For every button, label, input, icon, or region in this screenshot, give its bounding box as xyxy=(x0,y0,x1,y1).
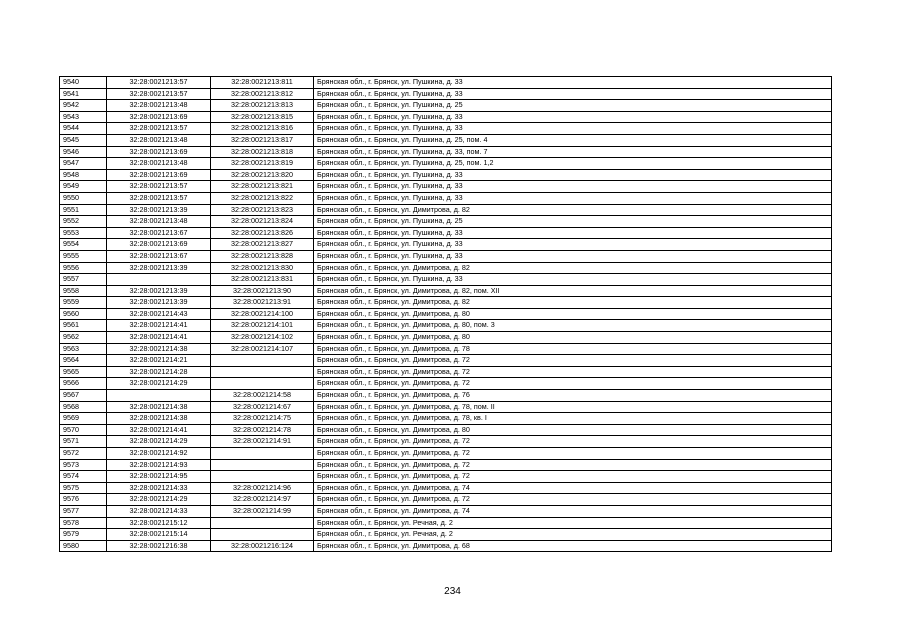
parent-cadastral-number-cell xyxy=(107,274,211,286)
table-row xyxy=(60,540,832,552)
row-number-cell: 9564 xyxy=(60,355,107,367)
parent-cadastral-number-cell: 32:28:0021213:57 xyxy=(107,181,211,193)
row-number-cell: 9541 xyxy=(60,88,107,100)
row-number-cell: 9568 xyxy=(60,401,107,413)
cadastral-number-cell: 32:28:0021213:811 xyxy=(211,77,314,89)
address-cell: Брянская обл., г. Брянск, ул. Димитрова, д. 78, кв. I xyxy=(314,413,832,425)
cadastral-number-cell xyxy=(211,355,314,367)
row-number-cell: 9577 xyxy=(60,505,107,517)
parent-cadastral-number-cell: 32:28:0021214:33 xyxy=(107,482,211,494)
table-row xyxy=(60,250,832,262)
parent-cadastral-number-cell: 32:28:0021215:12 xyxy=(107,517,211,529)
cadastral-number-cell: 32:28:0021213:826 xyxy=(211,227,314,239)
table-row xyxy=(60,192,832,204)
parent-cadastral-number-cell: 32:28:0021213:67 xyxy=(107,227,211,239)
parent-cadastral-number-cell: 32:28:0021213:69 xyxy=(107,146,211,158)
table-row xyxy=(60,413,832,425)
cadastral-number-cell: 32:28:0021213:819 xyxy=(211,158,314,170)
address-cell: Брянская обл., г. Брянск, ул. Пушкина, д. 33 xyxy=(314,227,832,239)
row-number-cell: 9571 xyxy=(60,436,107,448)
address-cell: Брянская обл., г. Брянск, ул. Димитрова, д. 80 xyxy=(314,424,832,436)
cadastral-number-cell: 32:28:0021214:96 xyxy=(211,482,314,494)
address-cell: Брянская обл., г. Брянск, ул. Пушкина, д. 33 xyxy=(314,88,832,100)
cadastral-number-cell xyxy=(211,378,314,390)
address-cell: Брянская обл., г. Брянск, ул. Димитрова, д. 82 xyxy=(314,297,832,309)
table-row xyxy=(60,204,832,216)
table-row xyxy=(60,123,832,135)
cadastral-number-cell: 32:28:0021214:67 xyxy=(211,401,314,413)
table-row xyxy=(60,436,832,448)
table-row xyxy=(60,158,832,170)
cadastral-number-cell: 32:28:0021214:99 xyxy=(211,505,314,517)
row-number-cell: 9578 xyxy=(60,517,107,529)
cadastral-number-cell: 32:28:0021214:100 xyxy=(211,308,314,320)
table-row xyxy=(60,517,832,529)
address-cell: Брянская обл., г. Брянск, ул. Димитрова, д. 82 xyxy=(314,204,832,216)
cadastral-number-cell: 32:28:0021213:816 xyxy=(211,123,314,135)
parent-cadastral-number-cell: 32:28:0021213:69 xyxy=(107,111,211,123)
parent-cadastral-number-cell: 32:28:0021213:57 xyxy=(107,88,211,100)
table-row xyxy=(60,100,832,112)
table-row xyxy=(60,134,832,146)
row-number-cell: 9579 xyxy=(60,529,107,541)
cadastral-number-cell: 32:28:0021213:91 xyxy=(211,297,314,309)
row-number-cell: 9558 xyxy=(60,285,107,297)
address-cell: Брянская обл., г. Брянск, ул. Пушкина, д. 33 xyxy=(314,77,832,89)
row-number-cell: 9548 xyxy=(60,169,107,181)
address-cell: Брянская обл., г. Брянск, ул. Пушкина, д. 33 xyxy=(314,169,832,181)
row-number-cell: 9552 xyxy=(60,216,107,228)
address-cell: Брянская обл., г. Брянск, ул. Димитрова, д. 78 xyxy=(314,343,832,355)
cadastral-number-cell: 32:28:0021214:102 xyxy=(211,332,314,344)
address-cell: Брянская обл., г. Брянск, ул. Димитрова, д. 80, пом. 3 xyxy=(314,320,832,332)
parent-cadastral-number-cell: 32:28:0021214:28 xyxy=(107,366,211,378)
cadastral-number-cell: 32:28:0021216:124 xyxy=(211,540,314,552)
row-number-cell: 9549 xyxy=(60,181,107,193)
table-row xyxy=(60,285,832,297)
cadastral-number-cell: 32:28:0021213:828 xyxy=(211,250,314,262)
row-number-cell: 9547 xyxy=(60,158,107,170)
address-cell: Брянская обл., г. Брянск, ул. Димитрова, д. 72 xyxy=(314,459,832,471)
parent-cadastral-number-cell xyxy=(107,390,211,402)
table-row xyxy=(60,355,832,367)
table-row xyxy=(60,111,832,123)
table-row xyxy=(60,459,832,471)
row-number-cell: 9540 xyxy=(60,77,107,89)
address-cell: Брянская обл., г. Брянск, ул. Пушкина, д. 33, пом. 7 xyxy=(314,146,832,158)
row-number-cell: 9561 xyxy=(60,320,107,332)
row-number-cell: 9566 xyxy=(60,378,107,390)
cadastral-number-cell: 32:28:0021213:821 xyxy=(211,181,314,193)
address-cell: Брянская обл., г. Брянск, ул. Пушкина, д. 33 xyxy=(314,239,832,251)
address-cell: Брянская обл., г. Брянск, ул. Димитрова, д. 72 xyxy=(314,436,832,448)
table-row xyxy=(60,227,832,239)
row-number-cell: 9570 xyxy=(60,424,107,436)
parent-cadastral-number-cell: 32:28:0021213:69 xyxy=(107,239,211,251)
cadastral-number-cell xyxy=(211,448,314,460)
parent-cadastral-number-cell: 32:28:0021215:14 xyxy=(107,529,211,541)
address-cell: Брянская обл., г. Брянск, ул. Димитрова, д. 72 xyxy=(314,494,832,506)
table-row xyxy=(60,308,832,320)
parent-cadastral-number-cell: 32:28:0021214:41 xyxy=(107,332,211,344)
row-number-cell: 9576 xyxy=(60,494,107,506)
table-row xyxy=(60,366,832,378)
table-row xyxy=(60,77,832,89)
parent-cadastral-number-cell: 32:28:0021214:95 xyxy=(107,471,211,483)
table-row xyxy=(60,471,832,483)
row-number-cell: 9556 xyxy=(60,262,107,274)
cadastral-number-cell xyxy=(211,459,314,471)
address-cell: Брянская обл., г. Брянск, ул. Димитрова, д. 72 xyxy=(314,366,832,378)
address-cell: Брянская обл., г. Брянск, ул. Димитрова, д. 72 xyxy=(314,355,832,367)
parent-cadastral-number-cell: 32:28:0021213:48 xyxy=(107,134,211,146)
cadastral-number-cell: 32:28:0021213:822 xyxy=(211,192,314,204)
row-number-cell: 9543 xyxy=(60,111,107,123)
parent-cadastral-number-cell: 32:28:0021213:67 xyxy=(107,250,211,262)
table-body xyxy=(60,77,832,552)
parent-cadastral-number-cell: 32:28:0021214:38 xyxy=(107,343,211,355)
row-number-cell: 9563 xyxy=(60,343,107,355)
table-row xyxy=(60,343,832,355)
cadastral-number-cell: 32:28:0021213:815 xyxy=(211,111,314,123)
row-number-cell: 9575 xyxy=(60,482,107,494)
row-number-cell: 9559 xyxy=(60,297,107,309)
cadastral-number-cell: 32:28:0021214:97 xyxy=(211,494,314,506)
table-row xyxy=(60,401,832,413)
parent-cadastral-number-cell: 32:28:0021214:29 xyxy=(107,494,211,506)
row-number-cell: 9580 xyxy=(60,540,107,552)
address-cell: Брянская обл., г. Брянск, ул. Речная, д. 2 xyxy=(314,529,832,541)
cadastral-number-cell xyxy=(211,366,314,378)
address-cell: Брянская обл., г. Брянск, ул. Пушкина, д. 33 xyxy=(314,250,832,262)
cadastral-number-cell: 32:28:0021214:91 xyxy=(211,436,314,448)
cadastral-number-cell: 32:28:0021214:107 xyxy=(211,343,314,355)
row-number-cell: 9567 xyxy=(60,390,107,402)
cadastral-number-cell: 32:28:0021213:831 xyxy=(211,274,314,286)
address-cell: Брянская обл., г. Брянск, ул. Димитрова, д. 76 xyxy=(314,390,832,402)
cadastral-number-cell: 32:28:0021213:818 xyxy=(211,146,314,158)
parent-cadastral-number-cell: 32:28:0021213:39 xyxy=(107,262,211,274)
cadastral-number-cell: 32:28:0021214:78 xyxy=(211,424,314,436)
table-row xyxy=(60,482,832,494)
row-number-cell: 9550 xyxy=(60,192,107,204)
table-row xyxy=(60,505,832,517)
cadastral-table xyxy=(59,76,832,552)
table-row xyxy=(60,146,832,158)
cadastral-number-cell: 32:28:0021213:812 xyxy=(211,88,314,100)
address-cell: Брянская обл., г. Брянск, ул. Димитрова, д. 82 xyxy=(314,262,832,274)
page-number: 234 xyxy=(444,586,461,597)
row-number-cell: 9572 xyxy=(60,448,107,460)
address-cell: Брянская обл., г. Брянск, ул. Димитрова, д. 80 xyxy=(314,308,832,320)
row-number-cell: 9555 xyxy=(60,250,107,262)
cadastral-number-cell: 32:28:0021213:824 xyxy=(211,216,314,228)
row-number-cell: 9553 xyxy=(60,227,107,239)
cadastral-number-cell: 32:28:0021213:823 xyxy=(211,204,314,216)
address-cell: Брянская обл., г. Брянск, ул. Димитрова, д. 68 xyxy=(314,540,832,552)
parent-cadastral-number-cell: 32:28:0021213:57 xyxy=(107,77,211,89)
table-row xyxy=(60,274,832,286)
row-number-cell: 9557 xyxy=(60,274,107,286)
parent-cadastral-number-cell: 32:28:0021213:39 xyxy=(107,297,211,309)
address-cell: Брянская обл., г. Брянск, ул. Димитрова, д. 74 xyxy=(314,482,832,494)
row-number-cell: 9569 xyxy=(60,413,107,425)
cadastral-number-cell: 32:28:0021213:817 xyxy=(211,134,314,146)
row-number-cell: 9562 xyxy=(60,332,107,344)
table-row xyxy=(60,424,832,436)
parent-cadastral-number-cell: 32:28:0021213:39 xyxy=(107,285,211,297)
address-cell: Брянская обл., г. Брянск, ул. Пушкина, д. 25, пом. 4 xyxy=(314,134,832,146)
address-cell: Брянская обл., г. Брянск, ул. Пушкина, д. 25 xyxy=(314,100,832,112)
row-number-cell: 9565 xyxy=(60,366,107,378)
row-number-cell: 9546 xyxy=(60,146,107,158)
parent-cadastral-number-cell: 32:28:0021214:29 xyxy=(107,436,211,448)
parent-cadastral-number-cell: 32:28:0021214:38 xyxy=(107,413,211,425)
table-row xyxy=(60,239,832,251)
table-row xyxy=(60,390,832,402)
row-number-cell: 9574 xyxy=(60,471,107,483)
table-row xyxy=(60,181,832,193)
address-cell: Брянская обл., г. Брянск, ул. Пушкина, д. 25, пом. 1,2 xyxy=(314,158,832,170)
cadastral-number-cell: 32:28:0021213:813 xyxy=(211,100,314,112)
address-cell: Брянская обл., г. Брянск, ул. Пушкина, д. 33 xyxy=(314,192,832,204)
table-row xyxy=(60,448,832,460)
cadastral-number-cell: 32:28:0021213:830 xyxy=(211,262,314,274)
parent-cadastral-number-cell: 32:28:0021213:48 xyxy=(107,100,211,112)
address-cell: Брянская обл., г. Брянск, ул. Димитрова, д. 72 xyxy=(314,378,832,390)
cadastral-number-cell: 32:28:0021214:75 xyxy=(211,413,314,425)
cadastral-number-cell: 32:28:0021214:101 xyxy=(211,320,314,332)
cadastral-number-cell: 32:28:0021213:827 xyxy=(211,239,314,251)
table-row xyxy=(60,88,832,100)
table-row xyxy=(60,332,832,344)
cadastral-number-cell: 32:28:0021213:820 xyxy=(211,169,314,181)
table-row xyxy=(60,216,832,228)
parent-cadastral-number-cell: 32:28:0021214:43 xyxy=(107,308,211,320)
parent-cadastral-number-cell: 32:28:0021214:21 xyxy=(107,355,211,367)
cadastral-number-cell xyxy=(211,471,314,483)
table-row xyxy=(60,529,832,541)
address-cell: Брянская обл., г. Брянск, ул. Димитрова, д. 80 xyxy=(314,332,832,344)
row-number-cell: 9551 xyxy=(60,204,107,216)
parent-cadastral-number-cell: 32:28:0021216:38 xyxy=(107,540,211,552)
parent-cadastral-number-cell: 32:28:0021213:57 xyxy=(107,123,211,135)
parent-cadastral-number-cell: 32:28:0021214:33 xyxy=(107,505,211,517)
address-cell: Брянская обл., г. Брянск, ул. Димитрова, д. 72 xyxy=(314,471,832,483)
row-number-cell: 9573 xyxy=(60,459,107,471)
table-row xyxy=(60,494,832,506)
table-row xyxy=(60,169,832,181)
address-cell: Брянская обл., г. Брянск, ул. Пушкина, д. 33 xyxy=(314,123,832,135)
address-cell: Брянская обл., г. Брянск, ул. Пушкина, д. 33 xyxy=(314,111,832,123)
table-row xyxy=(60,262,832,274)
address-cell: Брянская обл., г. Брянск, ул. Пушкина, д. 33 xyxy=(314,274,832,286)
row-number-cell: 9560 xyxy=(60,308,107,320)
row-number-cell: 9544 xyxy=(60,123,107,135)
parent-cadastral-number-cell: 32:28:0021214:41 xyxy=(107,320,211,332)
parent-cadastral-number-cell: 32:28:0021214:93 xyxy=(107,459,211,471)
parent-cadastral-number-cell: 32:28:0021214:29 xyxy=(107,378,211,390)
parent-cadastral-number-cell: 32:28:0021213:39 xyxy=(107,204,211,216)
cadastral-number-cell xyxy=(211,529,314,541)
row-number-cell: 9542 xyxy=(60,100,107,112)
address-cell: Брянская обл., г. Брянск, ул. Речная, д. 2 xyxy=(314,517,832,529)
table-row xyxy=(60,297,832,309)
row-number-cell: 9554 xyxy=(60,239,107,251)
cadastral-number-cell: 32:28:0021213:90 xyxy=(211,285,314,297)
table-row xyxy=(60,320,832,332)
parent-cadastral-number-cell: 32:28:0021213:57 xyxy=(107,192,211,204)
row-number-cell: 9545 xyxy=(60,134,107,146)
address-cell: Брянская обл., г. Брянск, ул. Димитрова, д. 78, пом. II xyxy=(314,401,832,413)
parent-cadastral-number-cell: 32:28:0021213:69 xyxy=(107,169,211,181)
parent-cadastral-number-cell: 32:28:0021213:48 xyxy=(107,158,211,170)
address-cell: Брянская обл., г. Брянск, ул. Димитрова, д. 82, пом. XII xyxy=(314,285,832,297)
address-cell: Брянская обл., г. Брянск, ул. Пушкина, д. 25 xyxy=(314,216,832,228)
parent-cadastral-number-cell: 32:28:0021213:48 xyxy=(107,216,211,228)
cadastral-number-cell xyxy=(211,517,314,529)
parent-cadastral-number-cell: 32:28:0021214:41 xyxy=(107,424,211,436)
address-cell: Брянская обл., г. Брянск, ул. Димитрова, д. 74 xyxy=(314,505,832,517)
parent-cadastral-number-cell: 32:28:0021214:92 xyxy=(107,448,211,460)
cadastral-number-cell: 32:28:0021214:58 xyxy=(211,390,314,402)
table-row xyxy=(60,378,832,390)
address-cell: Брянская обл., г. Брянск, ул. Пушкина, д. 33 xyxy=(314,181,832,193)
address-cell: Брянская обл., г. Брянск, ул. Димитрова, д. 72 xyxy=(314,448,832,460)
parent-cadastral-number-cell: 32:28:0021214:38 xyxy=(107,401,211,413)
